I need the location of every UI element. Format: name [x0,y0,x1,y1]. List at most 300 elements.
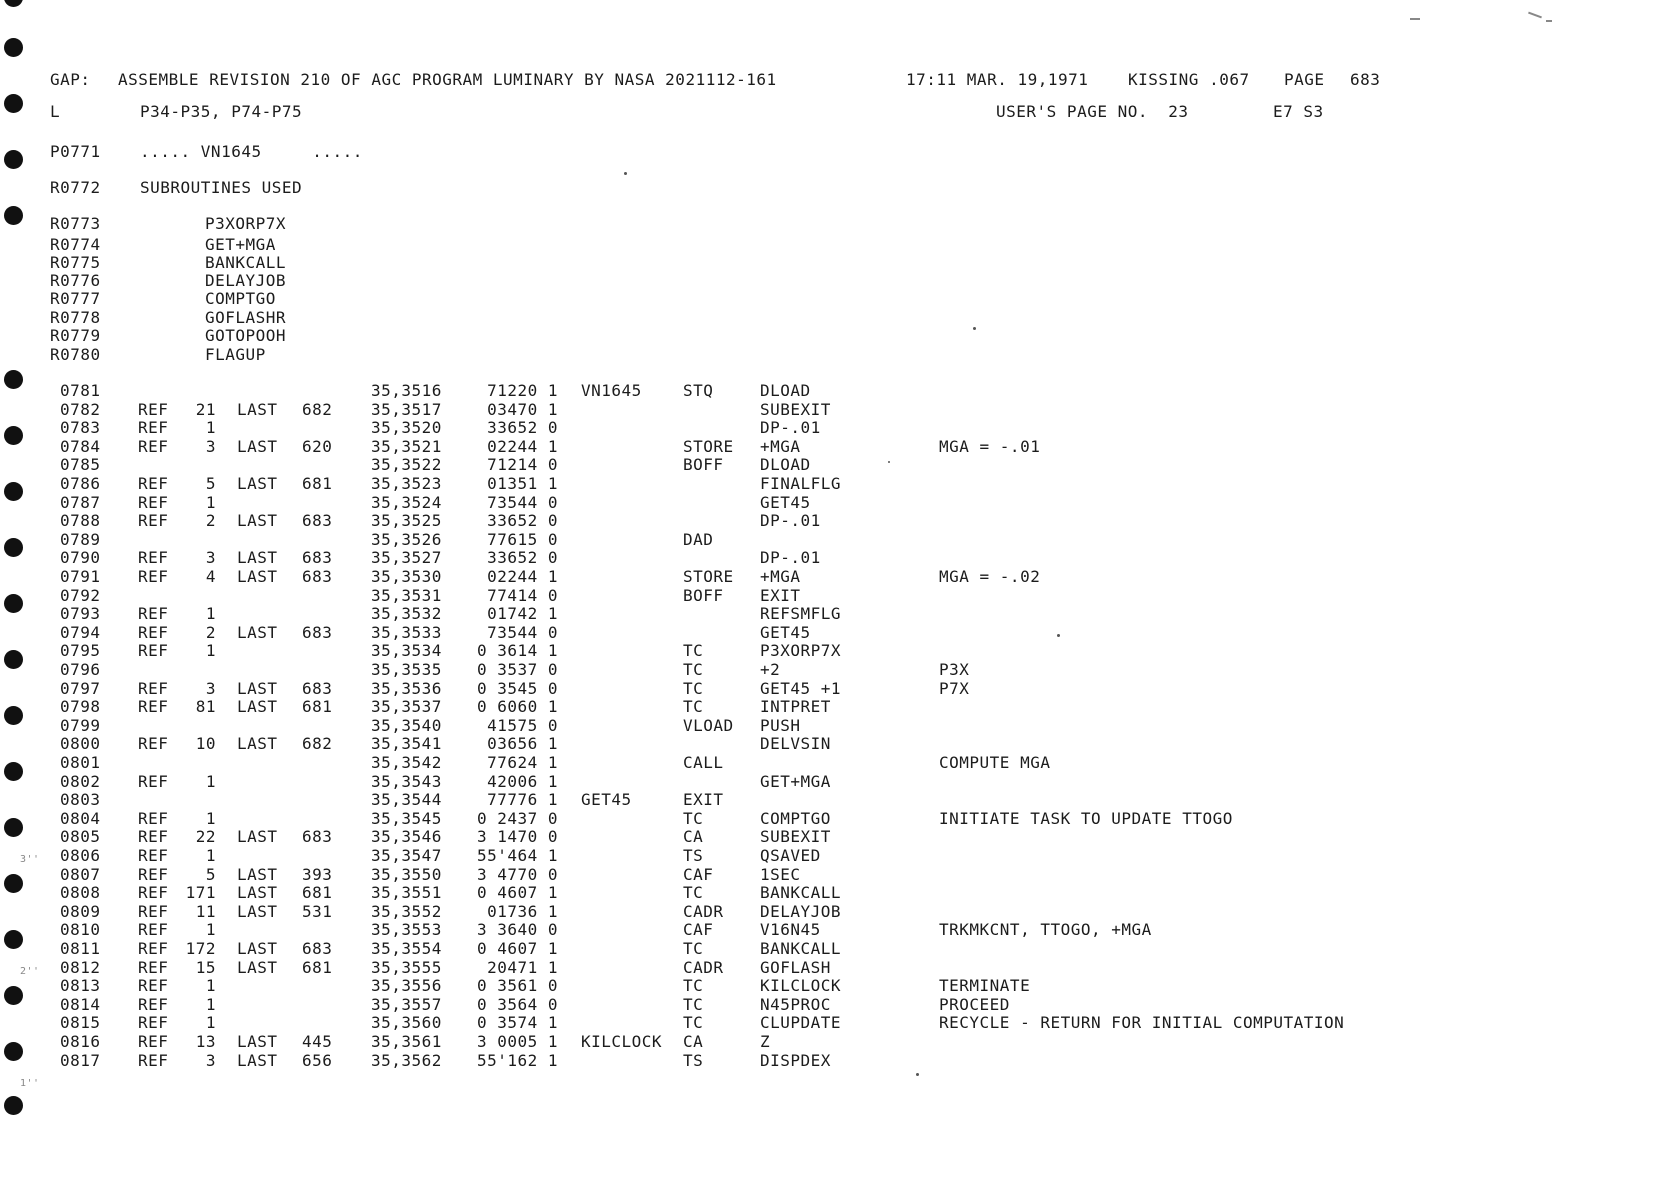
line-number: 0785 [60,455,101,474]
ref-count: 2 [205,511,216,530]
octal-code: 0 3545 0 [476,679,558,698]
listing-row [0,958,1660,977]
line-number: 0787 [60,493,101,512]
operand: V16N45 [760,920,821,939]
last-keyword: LAST [237,623,278,642]
subroutine-name: GET+MGA [205,235,276,254]
ref-count: 1 [205,604,216,623]
operand: SUBEXIT [760,400,831,419]
opcode: STQ [683,381,714,400]
address: 35,3530 [371,567,442,586]
line-number: R0774 [50,235,101,254]
last-keyword: LAST [237,939,278,958]
opcode: CADR [683,958,724,977]
users-page-number: USER'S PAGE NO. 23 [996,102,1189,121]
line-number: 0795 [60,641,101,660]
last-keyword: LAST [237,400,278,419]
ref-keyword: REF [138,846,169,865]
line-number: 0812 [60,958,101,977]
operand: DLOAD [760,381,811,400]
operand: CLUPDATE [760,1013,842,1032]
listing-row [0,548,1660,567]
line-number: 0802 [60,772,101,791]
octal-code: 77624 1 [487,753,558,772]
address: 35,3554 [371,939,442,958]
ref-count: 1 [205,418,216,437]
opcode: STORE [683,437,734,456]
line-number: R0775 [50,253,101,272]
address: 35,3531 [371,586,442,605]
margin-mark: 3'' [20,854,40,865]
operand: FINALFLG [760,474,842,493]
line-number: 0799 [60,716,101,735]
address: 35,3522 [371,455,442,474]
gap-label: GAP: [50,70,91,89]
ref-keyword: REF [138,827,169,846]
line-number: 0782 [60,400,101,419]
address: 35,3521 [371,437,442,456]
comment: INITIATE TASK TO UPDATE TTOGO [939,809,1233,828]
margin-mark: 1'' [20,1078,40,1089]
last-page: 683 [302,623,333,642]
opcode: TC [683,660,704,679]
ref-keyword: REF [138,623,169,642]
last-page: 682 [302,734,333,753]
line-number: 0786 [60,474,101,493]
ref-count: 1 [205,976,216,995]
last-page: 683 [302,511,333,530]
listing-row [0,809,1660,828]
octal-code: 0 3574 1 [476,1013,558,1032]
punch-hole [4,1096,23,1115]
listing-row [0,623,1660,642]
comment: COMPUTE MGA [939,753,1051,772]
line-number: R0779 [50,326,101,345]
page-label: PAGE [1284,70,1325,89]
opcode: TC [683,939,704,958]
line-number: R0780 [50,345,101,364]
ref-count: 10 [195,734,216,753]
opcode: CAF [683,865,714,884]
address: 35,3526 [371,530,442,549]
subroutine-name: P3XORP7X [205,214,287,233]
line-number: R0778 [50,308,101,327]
address: 35,3525 [371,511,442,530]
ref-count: 3 [205,548,216,567]
opcode: TC [683,976,704,995]
scan-speck [916,1073,919,1076]
ref-count: 2 [205,623,216,642]
subroutine-name: BANKCALL [205,253,287,272]
line-number: 0789 [60,530,101,549]
ref-count: 3 [205,437,216,456]
line-number: 0814 [60,995,101,1014]
opcode: TS [683,1051,704,1070]
ref-keyword: REF [138,1051,169,1070]
kissing-label: KISSING .067 [1128,70,1250,89]
last-keyword: LAST [237,865,278,884]
listing-row [0,920,1660,939]
ref-keyword: REF [138,976,169,995]
address: 35,3562 [371,1051,442,1070]
listing-row [0,455,1660,474]
octal-code: 3 1470 0 [476,827,558,846]
address: 35,3545 [371,809,442,828]
listing-row [0,641,1660,660]
line-number: 0796 [60,660,101,679]
listing-row [0,939,1660,958]
ref-count: 1 [205,846,216,865]
address: 35,3540 [371,716,442,735]
operand: DP-.01 [760,548,821,567]
ref-count: 172 [185,939,216,958]
ref-count: 3 [205,1051,216,1070]
octal-code: 73544 0 [487,493,558,512]
comment: MGA = -.02 [939,567,1041,586]
address: 35,3524 [371,493,442,512]
listing-row [0,511,1660,530]
opcode: STORE [683,567,734,586]
operand: GET45 [760,493,811,512]
address: 35,3561 [371,1032,442,1051]
address: 35,3543 [371,772,442,791]
operand: DLOAD [760,455,811,474]
ref-count: 1 [205,772,216,791]
octal-code: 71214 0 [487,455,558,474]
last-page: 683 [302,567,333,586]
punch-hole [4,94,23,113]
last-keyword: LAST [237,1051,278,1070]
ref-count: 13 [195,1032,216,1051]
octal-code: 77414 0 [487,586,558,605]
ref-keyword: REF [138,493,169,512]
comment: TRKMKCNT, TTOGO, +MGA [939,920,1152,939]
ref-count: 21 [195,400,216,419]
ref-keyword: REF [138,1032,169,1051]
listing-row [0,846,1660,865]
listing-row [0,586,1660,605]
opcode: BOFF [683,586,724,605]
octal-code: 55'162 1 [476,1051,558,1070]
ref-count: 1 [205,920,216,939]
octal-code: 0 3614 1 [476,641,558,660]
opcode: TC [683,697,704,716]
opcode: CA [683,1032,704,1051]
comment: TERMINATE [939,976,1031,995]
ref-count: 1 [205,809,216,828]
line-number: 0792 [60,586,101,605]
timestamp: 17:11 MAR. 19,1971 [906,70,1089,89]
opcode: VLOAD [683,716,734,735]
ref-count: 5 [205,865,216,884]
address: 35,3532 [371,604,442,623]
opcode: TC [683,809,704,828]
section-title: P34-P35, P74-P75 [140,102,303,121]
ref-count: 1 [205,493,216,512]
label: GET45 [581,790,632,809]
comment: RECYCLE - RETURN FOR INITIAL COMPUTATION [939,1013,1345,1032]
operand: QSAVED [760,846,821,865]
ref-keyword: REF [138,567,169,586]
ref-count: 22 [195,827,216,846]
line-number: 0797 [60,679,101,698]
octal-code: 0 4607 1 [476,939,558,958]
ref-keyword: REF [138,865,169,884]
listing-row [0,772,1660,791]
listing-row [0,976,1660,995]
address: 35,3537 [371,697,442,716]
ref-count: 3 [205,679,216,698]
subroutine-name: GOFLASHR [205,308,287,327]
octal-code: 3 0005 1 [476,1032,558,1051]
punch-hole [4,150,23,169]
opcode: TC [683,995,704,1014]
scan-speck [624,172,627,175]
operand: INTPRET [760,697,831,716]
listing-row [0,697,1660,716]
listing-row [0,865,1660,884]
last-page: 656 [302,1051,333,1070]
ref-count: 5 [205,474,216,493]
operand: DP-.01 [760,511,821,530]
address: 35,3557 [371,995,442,1014]
last-page: 620 [302,437,333,456]
octal-code: 0 2437 0 [476,809,558,828]
octal-code: 0 3561 0 [476,976,558,995]
last-page: 681 [302,958,333,977]
octal-code: 33652 0 [487,511,558,530]
octal-code: 42006 1 [487,772,558,791]
octal-code: 02244 1 [487,567,558,586]
listing-row [0,883,1660,902]
operand: DELVSIN [760,734,831,753]
operand: PUSH [760,716,801,735]
listing-row [0,474,1660,493]
line-number: 0803 [60,790,101,809]
line-number: 0807 [60,865,101,884]
ref-keyword: REF [138,679,169,698]
ref-keyword: REF [138,418,169,437]
ref-keyword: REF [138,400,169,419]
last-page: 683 [302,939,333,958]
octal-code: 77776 1 [487,790,558,809]
address: 35,3517 [371,400,442,419]
octal-code: 3 3640 0 [476,920,558,939]
ref-count: 4 [205,567,216,586]
line-number: 0794 [60,623,101,642]
last-page: 681 [302,883,333,902]
line-number: R0776 [50,271,101,290]
last-keyword: LAST [237,734,278,753]
last-keyword: LAST [237,679,278,698]
line-number: 0813 [60,976,101,995]
listing-row [0,827,1660,846]
last-keyword: LAST [237,697,278,716]
listing-row [0,567,1660,586]
operand: +2 [760,660,781,679]
assembly-title: ASSEMBLE REVISION 210 OF AGC PROGRAM LUMINARY BY NASA 2021112-161 [118,70,777,89]
operand: KILCLOCK [760,976,842,995]
ref-keyword: REF [138,920,169,939]
ref-count: 11 [195,902,216,921]
address: 35,3552 [371,902,442,921]
operand: EXIT [760,586,801,605]
last-page: 683 [302,548,333,567]
last-keyword: LAST [237,511,278,530]
address: 35,3544 [371,790,442,809]
section-code: E7 S3 [1273,102,1324,121]
address: 35,3534 [371,641,442,660]
label: VN1645 [581,381,642,400]
octal-code: 03656 1 [487,734,558,753]
opcode: TC [683,641,704,660]
address: 35,3553 [371,920,442,939]
last-page: 393 [302,865,333,884]
address: 35,3535 [371,660,442,679]
octal-code: 0 6060 1 [476,697,558,716]
listing-row [0,493,1660,512]
subroutine-name: GOTOPOOH [205,326,287,345]
line-number: R0777 [50,289,101,308]
ref-keyword: REF [138,958,169,977]
punch-hole [4,38,23,57]
listing-row [0,381,1660,400]
octal-code: 0 3537 0 [476,660,558,679]
ref-count: 1 [205,1013,216,1032]
operand: REFSMFLG [760,604,842,623]
listing-row [0,716,1660,735]
operand: DELAYJOB [760,902,842,921]
operand: GET45 [760,623,811,642]
operand: 1SEC [760,865,801,884]
ref-keyword: REF [138,772,169,791]
ref-keyword: REF [138,883,169,902]
ref-keyword: REF [138,548,169,567]
line-number: 0793 [60,604,101,623]
address: 35,3516 [371,381,442,400]
line-number: 0790 [60,548,101,567]
octal-code: 01351 1 [487,474,558,493]
listing-type: L [50,102,61,121]
last-page: 681 [302,474,333,493]
octal-code: 33652 0 [487,418,558,437]
operand: BANKCALL [760,939,842,958]
line-number: P0771 [50,142,101,161]
ref-keyword: REF [138,474,169,493]
opcode: TC [683,679,704,698]
line-number: 0811 [60,939,101,958]
listing-row [0,530,1660,549]
line-number: 0791 [60,567,101,586]
address: 35,3546 [371,827,442,846]
octal-code: 02244 1 [487,437,558,456]
address: 35,3550 [371,865,442,884]
listing-row [0,753,1660,772]
ref-keyword: REF [138,604,169,623]
last-keyword: LAST [237,1032,278,1051]
octal-code: 71220 1 [487,381,558,400]
operand: DISPDEX [760,1051,831,1070]
punch-hole [4,0,23,7]
scan-mark [1546,20,1552,22]
listing-row [0,418,1660,437]
ref-count: 81 [195,697,216,716]
line-number: 0804 [60,809,101,828]
ref-count: 15 [195,958,216,977]
listing-row [0,679,1660,698]
octal-code: 33652 0 [487,548,558,567]
comment: P3X [939,660,970,679]
octal-code: 01742 1 [487,604,558,623]
line-number: 0810 [60,920,101,939]
operand: GET45 +1 [760,679,842,698]
line-number: 0806 [60,846,101,865]
last-keyword: LAST [237,827,278,846]
preface-text: SUBROUTINES USED [140,178,303,197]
address: 35,3536 [371,679,442,698]
operand: GET+MGA [760,772,831,791]
ref-keyword: REF [138,809,169,828]
line-number: 0784 [60,437,101,456]
opcode: TS [683,846,704,865]
ref-count: 1 [205,995,216,1014]
line-number: 0800 [60,734,101,753]
line-number: 0815 [60,1013,101,1032]
ref-keyword: REF [138,1013,169,1032]
octal-code: 03470 1 [487,400,558,419]
operand: +MGA [760,437,801,456]
line-number: 0809 [60,902,101,921]
address: 35,3520 [371,418,442,437]
line-number: 0781 [60,381,101,400]
listing-row [0,734,1660,753]
last-keyword: LAST [237,902,278,921]
last-page: 681 [302,697,333,716]
last-keyword: LAST [237,567,278,586]
operand: N45PROC [760,995,831,1014]
scan-mark [1528,12,1542,19]
last-page: 531 [302,902,333,921]
listing-row [0,902,1660,921]
octal-code: 20471 1 [487,958,558,977]
operand: SUBEXIT [760,827,831,846]
line-number: 0788 [60,511,101,530]
line-number: R0773 [50,214,101,233]
opcode: CALL [683,753,724,772]
address: 35,3533 [371,623,442,642]
operand: GOFLASH [760,958,831,977]
listing-row [0,604,1660,623]
last-keyword: LAST [237,883,278,902]
comment: MGA = -.01 [939,437,1041,456]
address: 35,3547 [371,846,442,865]
last-keyword: LAST [237,474,278,493]
octal-code: 01736 1 [487,902,558,921]
ref-count: 1 [205,641,216,660]
line-number: 0817 [60,1051,101,1070]
subroutine-name: FLAGUP [205,345,266,364]
octal-code: 41575 0 [487,716,558,735]
punch-hole [4,206,23,225]
address: 35,3542 [371,753,442,772]
last-keyword: LAST [237,437,278,456]
line-number: 0805 [60,827,101,846]
opcode: CADR [683,902,724,921]
line-number: 0816 [60,1032,101,1051]
operand: +MGA [760,567,801,586]
octal-code: 73544 0 [487,623,558,642]
opcode: CA [683,827,704,846]
